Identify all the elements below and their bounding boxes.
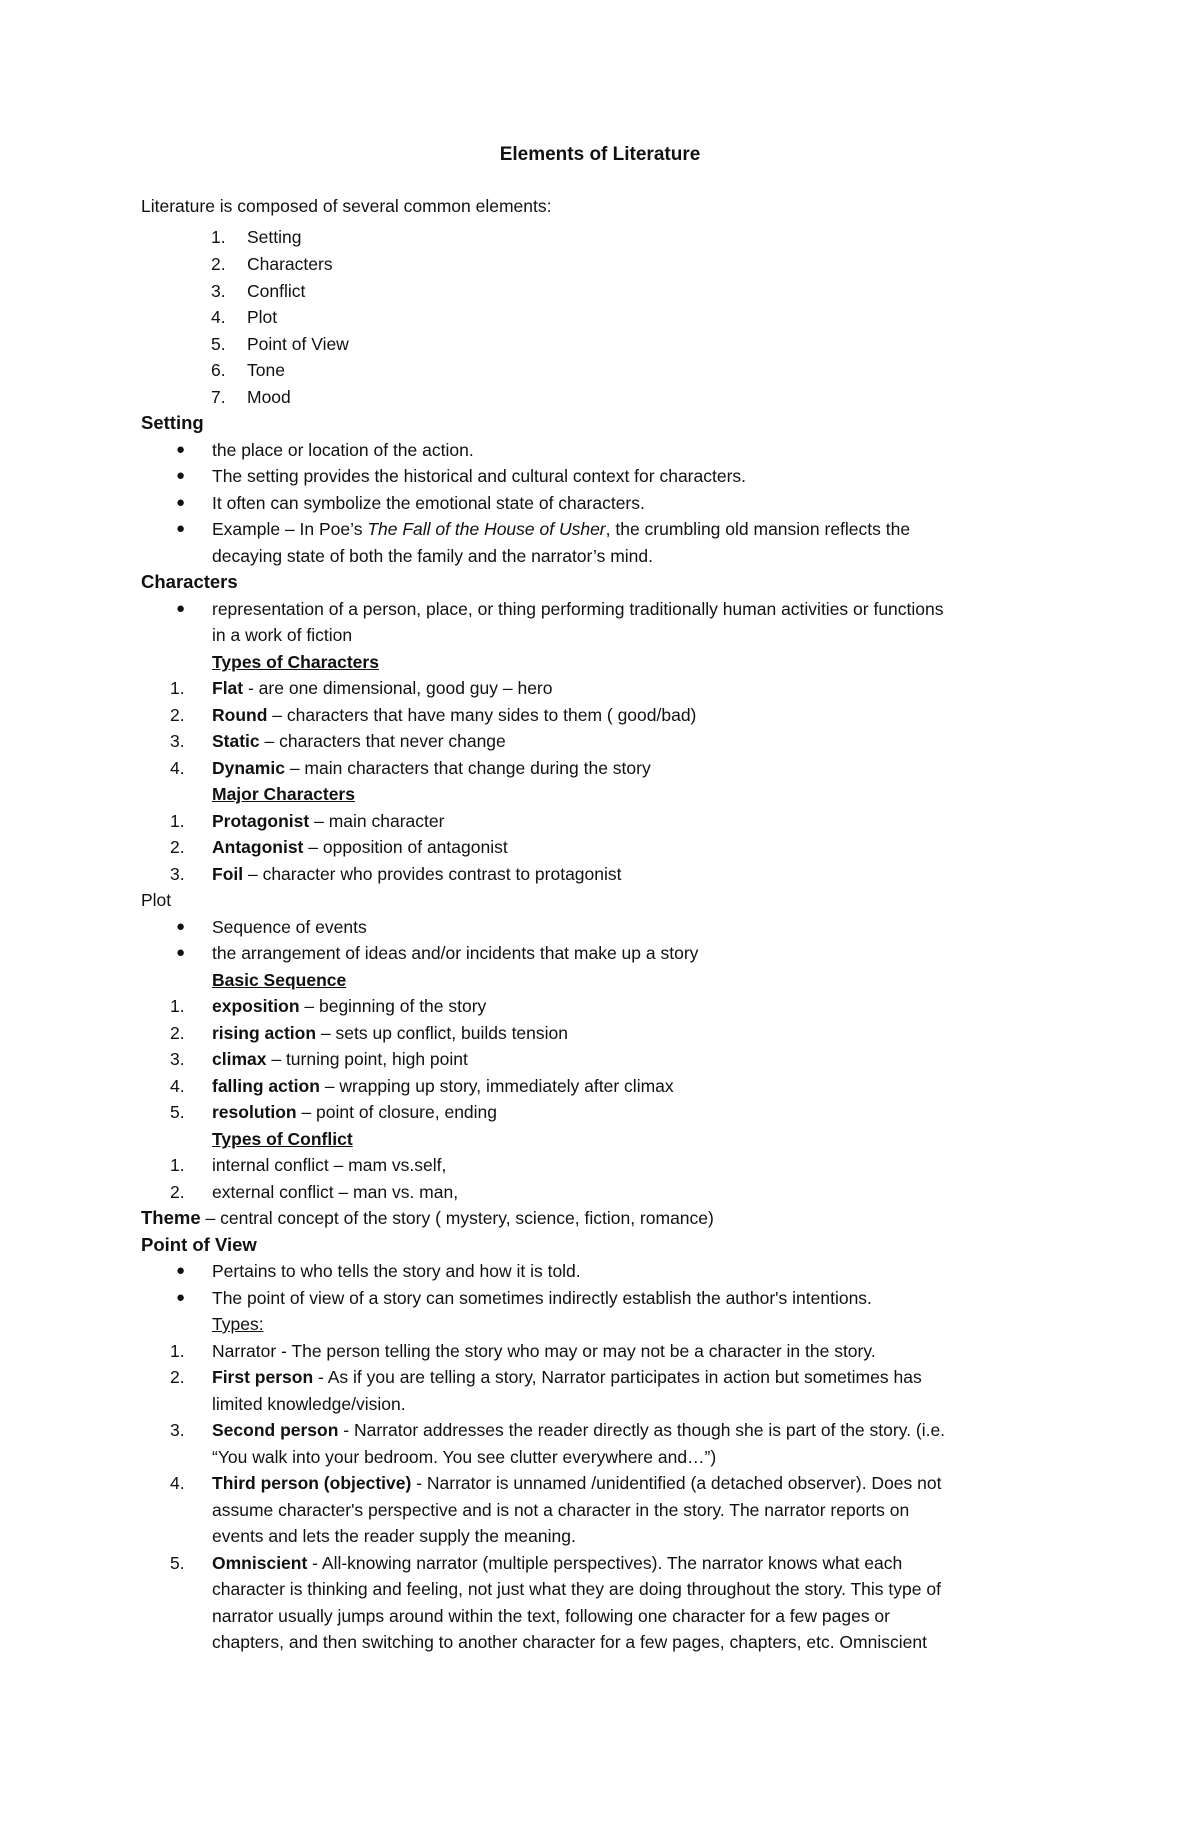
list-item: 3. climax – turning point, high point xyxy=(170,1049,468,1069)
list-continuation: limited knowledge/vision. xyxy=(212,1394,406,1414)
major-characters-heading: Major Characters xyxy=(212,784,355,804)
list-continuation: character is thinking and feeling, not just what they are doing throughout the story. This type of xyxy=(212,1579,941,1599)
basic-sequence-heading: Basic Sequence xyxy=(212,970,347,990)
bullet-item: ● The point of view of a story can sometimes indirectly establish the author's intentions. xyxy=(176,1288,872,1308)
types-of-conflict-heading: Types of Conflict xyxy=(212,1129,353,1149)
bullet-item: ● the arrangement of ideas and/or incidents that make up a story xyxy=(176,943,699,963)
list-item: 5. Omniscient - All-knowing narrator (multiple perspectives). The narrator knows what each xyxy=(170,1553,903,1573)
list-item: 1. Flat - are one dimensional, good guy – hero xyxy=(170,678,553,698)
pov-types-heading: Types: xyxy=(212,1314,264,1334)
bullet-item: ● the place or location of the action. xyxy=(176,440,474,460)
bullet-continuation: in a work of fiction xyxy=(212,625,353,645)
list-item: 4. Third person (objective) - Narrator is unnamed /unidentified (a detached observer). Does not xyxy=(170,1473,942,1493)
theme-line: Theme – central concept of the story ( mystery, science, fiction, romance) xyxy=(141,1207,714,1228)
page-title: Elements of Literature xyxy=(499,144,701,165)
bullet-item: ● The setting provides the historical and cultural context for characters. xyxy=(176,466,747,486)
list-item: 5. resolution – point of closure, ending xyxy=(170,1102,498,1122)
bullet-item: ● Pertains to who tells the story and how it is told. xyxy=(176,1261,581,1281)
characters-heading: Characters xyxy=(141,571,238,592)
bullet-icon: ● xyxy=(176,944,186,961)
pov-heading: Point of View xyxy=(141,1234,257,1255)
intro-text: Literature is composed of several common elements: xyxy=(141,196,552,216)
bullet-item: ● representation of a person, place, or thing performing traditionally human activities or functions xyxy=(176,599,944,619)
list-item: 4. Plot xyxy=(211,307,278,327)
list-item: 1. Protagonist – main character xyxy=(170,811,445,831)
list-item: 7. Mood xyxy=(211,387,291,407)
list-item: 4. falling action – wrapping up story, immediately after climax xyxy=(170,1076,674,1096)
list-item: 2. external conflict – man vs. man, xyxy=(170,1182,459,1202)
bullet-icon: ● xyxy=(176,1262,186,1279)
bullet-item: ● It often can symbolize the emotional state of characters. xyxy=(176,493,645,513)
list-item: 6. Tone xyxy=(211,360,285,380)
bullet-item: ● Sequence of events xyxy=(176,917,367,937)
list-item: 3. Conflict xyxy=(211,281,306,301)
types-of-characters-heading: Types of Characters xyxy=(212,652,379,672)
bullet-icon: ● xyxy=(176,520,186,537)
list-continuation: narrator usually jumps around within the text, following one character for a few pages or xyxy=(212,1606,890,1626)
list-item: 3. Second person - Narrator addresses the reader directly as though she is part of the story. (i.e. xyxy=(170,1420,946,1440)
list-item: 2. rising action – sets up conflict, builds tension xyxy=(170,1023,568,1043)
list-continuation: events and lets the reader supply the meaning. xyxy=(212,1526,576,1546)
list-item: 3. Foil – character who provides contrast to protagonist xyxy=(170,864,622,884)
list-item: 4. Dynamic – main characters that change during the story xyxy=(170,758,651,778)
list-item: 2. Round – characters that have many sides to them ( good/bad) xyxy=(170,705,697,725)
list-item: 1. exposition – beginning of the story xyxy=(170,996,487,1016)
bullet-continuation: decaying state of both the family and the narrator’s mind. xyxy=(212,546,653,566)
setting-heading: Setting xyxy=(141,412,204,433)
bullet-icon: ● xyxy=(176,494,186,511)
list-item: 1. internal conflict – mam vs.self, xyxy=(170,1155,447,1175)
list-continuation: assume character's perspective and is not a character in the story. The narrator reports on xyxy=(212,1500,910,1520)
list-item: 1. Setting xyxy=(211,227,302,247)
list-item: 3. Static – characters that never change xyxy=(170,731,506,751)
bullet-icon: ● xyxy=(176,600,186,617)
list-continuation: chapters, and then switching to another character for a few pages, chapters, etc. Omniscient xyxy=(212,1632,927,1652)
list-item: 2. Characters xyxy=(211,254,333,274)
list-continuation: “You walk into your bedroom. You see clutter everywhere and…”) xyxy=(212,1447,717,1467)
plot-heading: Plot xyxy=(141,890,172,910)
bullet-icon: ● xyxy=(176,1289,186,1306)
list-item: 2. Antagonist – opposition of antagonist xyxy=(170,837,508,857)
list-item: 1. Narrator - The person telling the story who may or may not be a character in the story. xyxy=(170,1341,876,1361)
list-item: 2. First person - As if you are telling a story, Narrator participates in action but sometimes has xyxy=(170,1367,922,1387)
bullet-icon: ● xyxy=(176,441,186,458)
bullet-icon: ● xyxy=(176,467,186,484)
bullet-icon: ● xyxy=(176,918,186,935)
list-item: 5. Point of View xyxy=(211,334,349,354)
bullet-item: ● Example – In Poe’s The Fall of the House of Usher, the crumbling old mansion reflects the xyxy=(176,519,911,539)
